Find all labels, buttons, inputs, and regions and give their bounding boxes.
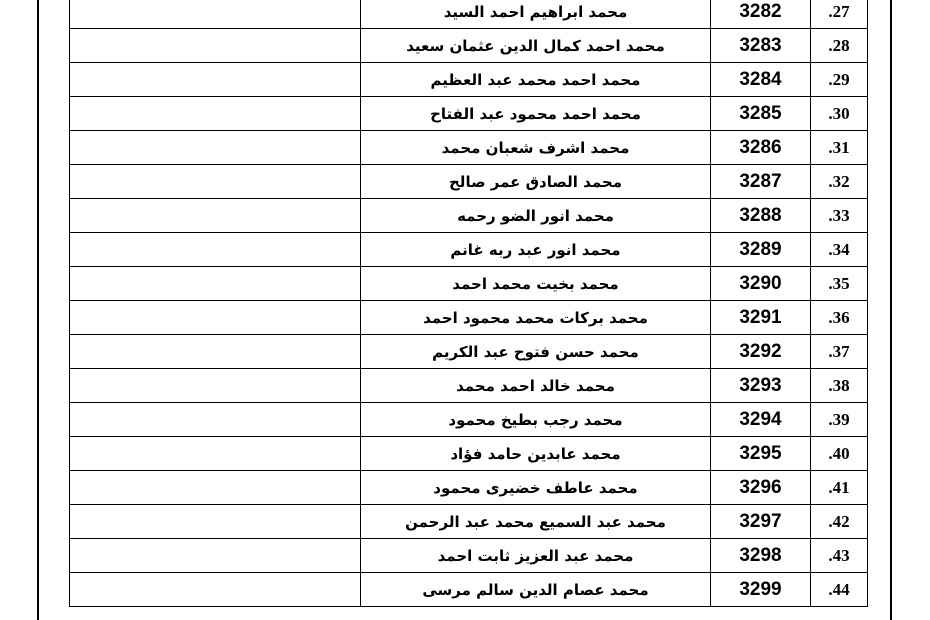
notes-cell bbox=[70, 301, 361, 335]
notes-cell bbox=[70, 63, 361, 97]
seat-number-cell: 3294 bbox=[711, 403, 811, 437]
notes-cell bbox=[70, 97, 361, 131]
student-name-cell: محمد عابدين حامد فؤاد bbox=[361, 437, 711, 471]
table-row bbox=[70, 471, 868, 505]
table-row bbox=[70, 63, 868, 97]
row-number-cell: .38 bbox=[811, 369, 868, 403]
student-name-cell: محمد احمد محمد عبد العظيم bbox=[361, 63, 711, 97]
roster-table bbox=[69, 0, 868, 607]
row-number-cell: .28 bbox=[811, 29, 868, 63]
table-row bbox=[70, 267, 868, 301]
row-number-cell: .27 bbox=[811, 0, 868, 29]
table-row bbox=[70, 0, 868, 29]
table-row bbox=[70, 573, 868, 607]
notes-cell bbox=[70, 131, 361, 165]
seat-number-cell: 3291 bbox=[711, 301, 811, 335]
student-name-cell: محمد رجب بطيخ محمود bbox=[361, 403, 711, 437]
student-name-cell: محمد عاطف خضيرى محمود bbox=[361, 471, 711, 505]
table-row bbox=[70, 233, 868, 267]
notes-cell bbox=[70, 505, 361, 539]
row-number-cell: .39 bbox=[811, 403, 868, 437]
table-row bbox=[70, 301, 868, 335]
notes-cell bbox=[70, 29, 361, 63]
notes-cell bbox=[70, 165, 361, 199]
notes-cell bbox=[70, 573, 361, 607]
seat-number-cell: 3287 bbox=[711, 165, 811, 199]
student-name-cell: محمد خالد احمد محمد bbox=[361, 369, 711, 403]
row-number-cell: .33 bbox=[811, 199, 868, 233]
notes-cell bbox=[70, 437, 361, 471]
row-number-cell: .29 bbox=[811, 63, 868, 97]
table-row bbox=[70, 335, 868, 369]
row-number-cell: .34 bbox=[811, 233, 868, 267]
row-number-cell: .42 bbox=[811, 505, 868, 539]
student-name-cell: محمد اشرف شعبان محمد bbox=[361, 131, 711, 165]
student-name-cell: محمد الصادق عمر صالح bbox=[361, 165, 711, 199]
row-number-cell: .31 bbox=[811, 131, 868, 165]
row-number-cell: .37 bbox=[811, 335, 868, 369]
seat-number-cell: 3283 bbox=[711, 29, 811, 63]
table-row bbox=[70, 403, 868, 437]
row-number-cell: .32 bbox=[811, 165, 868, 199]
seat-number-cell: 3284 bbox=[711, 63, 811, 97]
roster-body bbox=[70, 0, 868, 607]
table-row bbox=[70, 131, 868, 165]
student-name-cell: محمد ابراهيم احمد السيد bbox=[361, 0, 711, 29]
notes-cell bbox=[70, 369, 361, 403]
table-row bbox=[70, 505, 868, 539]
row-number-cell: .43 bbox=[811, 539, 868, 573]
notes-cell bbox=[70, 233, 361, 267]
student-name-cell: محمد احمد كمال الدين عثمان سعيد bbox=[361, 29, 711, 63]
seat-number-cell: 3282 bbox=[711, 0, 811, 29]
row-number-cell: .41 bbox=[811, 471, 868, 505]
seat-number-cell: 3288 bbox=[711, 199, 811, 233]
seat-number-cell: 3290 bbox=[711, 267, 811, 301]
student-name-cell: محمد عصام الدين سالم مرسى bbox=[361, 573, 711, 607]
student-name-cell: محمد انور الضو رحمه bbox=[361, 199, 711, 233]
row-number-cell: .40 bbox=[811, 437, 868, 471]
row-number-cell: .30 bbox=[811, 97, 868, 131]
notes-cell bbox=[70, 267, 361, 301]
seat-number-cell: 3296 bbox=[711, 471, 811, 505]
table-row bbox=[70, 199, 868, 233]
notes-cell bbox=[70, 199, 361, 233]
notes-cell bbox=[70, 403, 361, 437]
student-name-cell: محمد احمد محمود عبد الفتاح bbox=[361, 97, 711, 131]
seat-number-cell: 3295 bbox=[711, 437, 811, 471]
table-row bbox=[70, 165, 868, 199]
student-name-cell: محمد بخيت محمد احمد bbox=[361, 267, 711, 301]
seat-number-cell: 3292 bbox=[711, 335, 811, 369]
row-number-cell: .35 bbox=[811, 267, 868, 301]
student-name-cell: محمد حسن فتوح عبد الكريم bbox=[361, 335, 711, 369]
table-row bbox=[70, 369, 868, 403]
row-number-cell: .44 bbox=[811, 573, 868, 607]
table-row bbox=[70, 437, 868, 471]
seat-number-cell: 3299 bbox=[711, 573, 811, 607]
seat-number-cell: 3298 bbox=[711, 539, 811, 573]
student-name-cell: محمد انور عبد ربه غانم bbox=[361, 233, 711, 267]
seat-number-cell: 3293 bbox=[711, 369, 811, 403]
page-border-left bbox=[37, 0, 39, 620]
seat-number-cell: 3285 bbox=[711, 97, 811, 131]
seat-number-cell: 3289 bbox=[711, 233, 811, 267]
seat-number-cell: 3297 bbox=[711, 505, 811, 539]
page-border-right bbox=[890, 0, 892, 620]
notes-cell bbox=[70, 539, 361, 573]
student-name-cell: محمد عبد السميع محمد عبد الرحمن bbox=[361, 505, 711, 539]
seat-number-cell: 3286 bbox=[711, 131, 811, 165]
notes-cell bbox=[70, 0, 361, 29]
table-row bbox=[70, 97, 868, 131]
student-name-cell: محمد بركات محمد محمود احمد bbox=[361, 301, 711, 335]
student-name-cell: محمد عبد العزيز ثابت احمد bbox=[361, 539, 711, 573]
notes-cell bbox=[70, 471, 361, 505]
notes-cell bbox=[70, 335, 361, 369]
table-row bbox=[70, 29, 868, 63]
table-row bbox=[70, 539, 868, 573]
row-number-cell: .36 bbox=[811, 301, 868, 335]
